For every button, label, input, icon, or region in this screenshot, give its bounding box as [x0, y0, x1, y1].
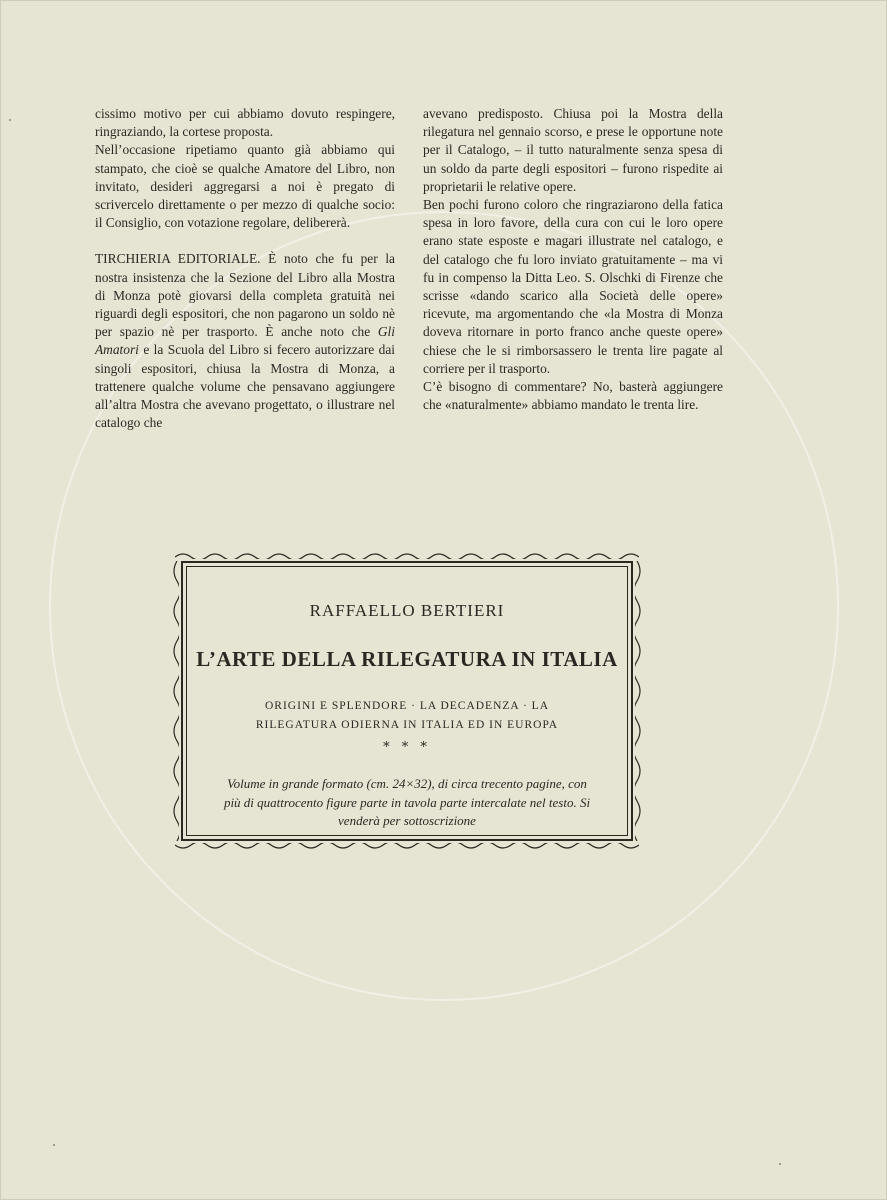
- advert-frame: [181, 561, 633, 841]
- advert-author: RAFFAELLO BERTIERI: [309, 601, 505, 620]
- section-heading: TIRCHIERIA EDITORIALE.: [95, 251, 261, 267]
- left-para-2: Nell’occasione ripetiamo quanto già abbiamo qui stampato, che cioè se qualche Amatore del Libro, non invitato, desideri aggregarsi a noi è pregato di scrivercelo direttamente o per mezzo di qualche socio: il Consiglio, con votazione regolare, delibererà.: [95, 142, 395, 231]
- left-para-3: TIRCHIERIA EDITORIALE. È noto che fu per la nostra insistenza che la Sezione del Libro alla Mostra di Monza potè giovarsi della completa gratuità nei riguardi degli espositori, che non pagarono un soldo nè per spazio nè per trasporto. È anche noto che Gli Amatori e la Scuola del Libro si fecero autorizzare dai singoli espositori, chiusa la Mostra di Monza, a trattenere qualche volume che pensavano aggiungere all’altra Mostra che avevano progettato, o illustrare nel catalogo che: [95, 251, 395, 431]
- advert-stars: * * *: [383, 740, 431, 755]
- paper-speck: [9, 119, 11, 121]
- paper-speck: [53, 1144, 55, 1146]
- paper-speck: [779, 1163, 781, 1165]
- right-column: [423, 105, 723, 414]
- wave-border-top: [175, 551, 639, 559]
- wave-border-left: [171, 561, 179, 841]
- advert-box: [171, 551, 643, 851]
- wave-border-bottom: [175, 843, 639, 851]
- wave-border-right: [635, 561, 643, 841]
- advert-title: L’ARTE DELLA RILEGATURA IN ITALIA: [196, 647, 618, 671]
- left-para-1: cissimo motivo per cui abbiamo dovuto respingere, ringraziando, la cortese proposta.: [95, 106, 395, 140]
- right-para-3: C’è bisogno di commentare? No, basterà aggiungere che «naturalmente» abbiamo mandato le trenta lire.: [423, 379, 723, 413]
- right-para-2: Ben pochi furono coloro che ringraziarono della fatica spesa in loro favore, della cura con cui le loro opere erano state esposte e magari illustrate nel catalogo, e del catalogo che fu loro inviato gratuitamente – ma vi fu in compenso la Ditta Leo. S. Olschki di Firenze che scrisse «dando scarico alla Società delle opere» ricevute, ma argomentando che «la Mostra di Monza doveva ritornare in porto franco anche queste opere» chiese che le si rimborsassero le trenta lire pagate al corriere per il trasporto.: [423, 197, 723, 376]
- italic-title: Gli Amatori: [95, 324, 395, 358]
- advert-description: Volume in grande formato (cm. 24×32), di circa trecento pagine, con più di quattrocento figure parte in tavola parte intercalate nel testo. Si venderà per sottoscrizione: [223, 776, 591, 828]
- left-column: [95, 105, 395, 432]
- advert-subtitle: ORIGINI E SPLENDORE · LA DECADENZA · LA RILEGATURA ODIERNA IN ITALIA ED IN EUROPA: [255, 700, 559, 731]
- right-para-1: avevano predisposto. Chiusa poi la Mostra della rilegatura nel gennaio scorso, e prese le opportune note per il Catalogo, – il tutto naturalmente senza spesa di un soldo da parte degli espositori – furono rispedite ai proprietarii le relative opere.: [423, 106, 723, 194]
